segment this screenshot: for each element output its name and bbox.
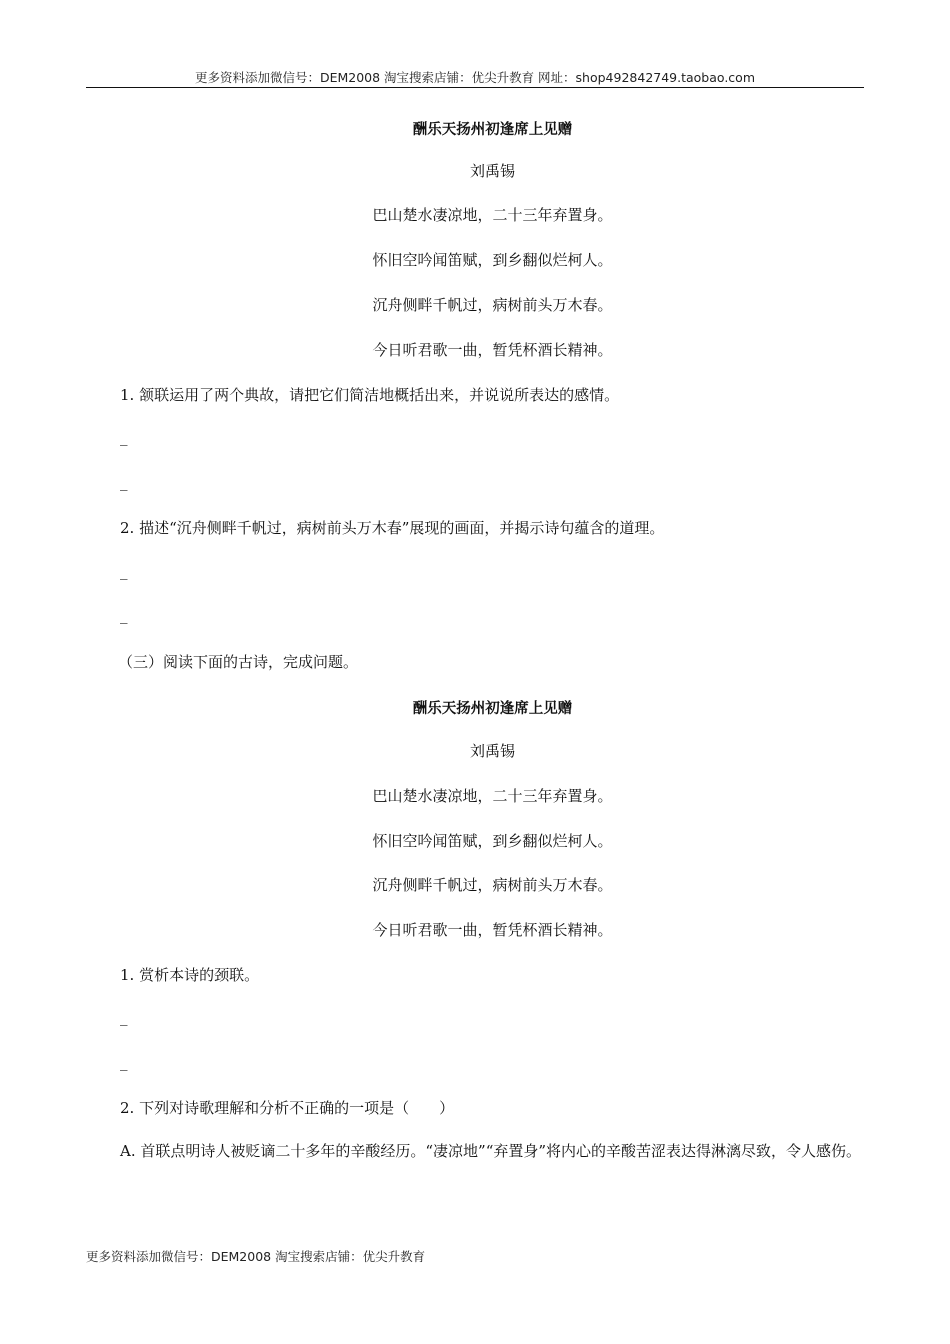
question-2: 2. 描述“沉舟侧畔千帆过，病树前头万木春”展现的画面，并揭示诗句蕴含的道理。 bbox=[120, 519, 665, 537]
page-footer: 更多资料添加微信号：DEM2008 淘宝搜索店铺：优尖升教育 bbox=[86, 1249, 426, 1264]
poem-line: 巴山楚水凄凉地，二十三年弃置身。 bbox=[372, 206, 613, 224]
answer-blank: _ bbox=[120, 428, 128, 446]
poem-author: 刘禹锡 bbox=[469, 742, 515, 760]
poem-title: 酬乐天扬州初逢席上见赠 bbox=[412, 701, 573, 717]
option-a: A. 首联点明诗人被贬谪二十多年的辛酸经历。“凄凉地”“弃置身”将内心的辛酸苦涩表达得淋漓尽致，令人感伤。 bbox=[120, 1142, 862, 1160]
poem-title: 酬乐天扬州初逢席上见赠 bbox=[412, 122, 573, 138]
question-1: 1. 赏析本诗的颈联。 bbox=[120, 966, 260, 984]
poem-line: 巴山楚水凄凉地，二十三年弃置身。 bbox=[372, 787, 613, 805]
section-heading: （三）阅读下面的古诗，完成问题。 bbox=[118, 653, 359, 671]
question-1: 1. 颔联运用了两个典故，请把它们简洁地概括出来，并说说所表达的感情。 bbox=[120, 386, 620, 404]
poem-line: 怀旧空吟闻笛赋，到乡翻似烂柯人。 bbox=[372, 251, 613, 269]
answer-blank: _ bbox=[120, 473, 128, 491]
poem-author: 刘禹锡 bbox=[469, 162, 515, 180]
header-divider bbox=[86, 87, 864, 88]
question-2: 2. 下列对诗歌理解和分析不正确的一项是（ ） bbox=[120, 1099, 455, 1117]
poem-line: 今日听君歌一曲，暂凭杯酒长精神。 bbox=[372, 921, 613, 939]
answer-blank: _ bbox=[120, 562, 128, 580]
poem-line: 沉舟侧畔千帆过，病树前头万木春。 bbox=[372, 296, 613, 314]
answer-blank: _ bbox=[120, 606, 128, 624]
answer-blank: _ bbox=[120, 1053, 128, 1071]
poem-line: 怀旧空吟闻笛赋，到乡翻似烂柯人。 bbox=[372, 832, 613, 850]
page-header: 更多资料添加微信号：DEM2008 淘宝搜索店铺：优尖升教育 网址：shop492842749.taobao.com bbox=[194, 70, 756, 85]
poem-line: 今日听君歌一曲，暂凭杯酒长精神。 bbox=[372, 341, 613, 359]
answer-blank: _ bbox=[120, 1008, 128, 1026]
poem-line: 沉舟侧畔千帆过，病树前头万木春。 bbox=[372, 876, 613, 894]
